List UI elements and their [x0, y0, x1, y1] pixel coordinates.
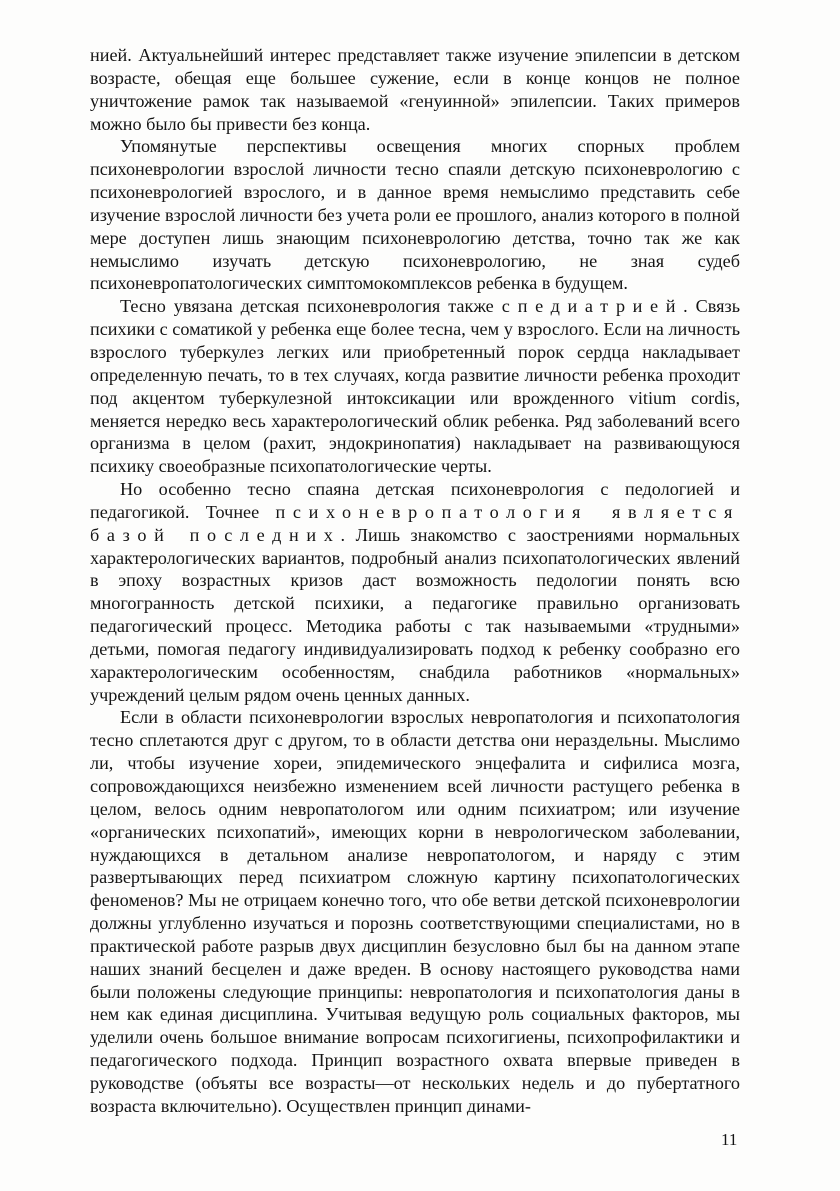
paragraph-pedology-lead: Но особенно тесно спаяна детская психоневрология с педологией и педагогикой. Точнее: [90, 479, 740, 522]
paragraph-pedology: [90, 478, 740, 706]
page-number: 11: [721, 1130, 738, 1149]
emphasis-pediatrics: педиатрией: [517, 296, 684, 317]
paragraph-pediatrics-lead: Тесно увязана детская психоневрология также с: [120, 296, 518, 317]
paragraph-pediatrics-rest: . Связь психики с соматикой у ребенка еще более тесна, чем у взрослого. Если на личность взрослого туберкулез легких или приобретенный порок сердца накладывает определенную печать, то в тех случаях, когда развитие личности ребенка проходит под акцентом туберкулезной интоксикации или врожденного vitium cordis, меняется нередко весь характерологический облик ребенка. Ряд заболеваний всего организма в целом (рахит, эндокринопатия) накладывает на развивающуюся психику своеобразные психопатологические черты.: [90, 296, 740, 477]
page-body-text: [90, 44, 740, 1118]
paragraph-pediatrics: [90, 295, 740, 478]
paragraph-principles: Если в области психоневрологии взрослых невропатология и психопатология тесно сплетаются друг с другом, то в области детства они нераздельны. Мыслимо ли, чтобы изучение хореи, эпидемического энцефалита и сифилиса мозга, сопровождающихся неизбежно изменением всей личности растущего ребенка в целом, велось одним невропатологом или одним психиатром; или изучение «органических психопатий», имеющих корни в неврологическом заболевании, нуждающихся в детальном анализе невропатологом, и наряду с этим развертывающих перед психиатром сложную картину психопатологических феноменов? Мы не отрицаем конечно того, что обе ветви детской психоневрологии должны углубленно изучаться и порознь соответствующими специалистами, но в практической работе разрыв двух дисциплин безусловно был бы на данном этапе наших знаний бесцелен и даже вреден. В основу настоящего руководства нами были положены следующие принципы: невропатология и психопатология даны в нем как единая дисциплина. Учитывая ведущую роль социальных факторов, мы уделили очень большое внимание вопросам психогигиены, психопрофилактики и педагогического подхода. Принцип возрастного охвата впервые приведен в руководстве (объяты все возрасты—от нескольких недель и до пубертатного возраста включительно). Осуществлен принцип динами-: [90, 707, 740, 1116]
emphasis-psychoneuropathology: психоневропатология является базой последних: [90, 501, 740, 545]
paragraph-pedology-rest: . Лишь знакомство с заострениями нормальных характерологических вариантов, подробный анализ психопатологических явлений в эпоху возрастных кризов даст возможность педологии понять всю многогранность детской психики, а педагогике правильно организовать педагогический процесс. Методика работы с так называемыми «трудными» детьми, помогая педагогу индивидуализировать подход к ребенку сообразно его характерологическим особенностям, снабдила работников «нормальных» учреждений целым рядом очень ценных данных.: [90, 524, 740, 705]
paragraph-perspectives: Упомянутые перспективы освещения многих спорных проблем психоневрологии взрослой личности тесно спаяли детскую психоневрологию с психоневрологией взрослого, и в данное время немыслимо представить себе изучение взрослой личности без учета роли ее прошлого, анализ которого в полной мере доступен лишь знающим психоневрологию детства, точно так же как немыслимо изучать детскую психоневрологию, не зная судеб психоневропатологических симптомокомплексов ребенка в будущем.: [90, 136, 740, 294]
paragraph-continuation: нией. Актуальнейший интерес представляет также изучение эпилепсии в детском возрасте, обещая еще большее сужение, если в конце концов не полное уничтожение рамок так называемой «генуинной» эпилепсии. Таких примеров можно было бы привести без конца.: [90, 45, 740, 134]
